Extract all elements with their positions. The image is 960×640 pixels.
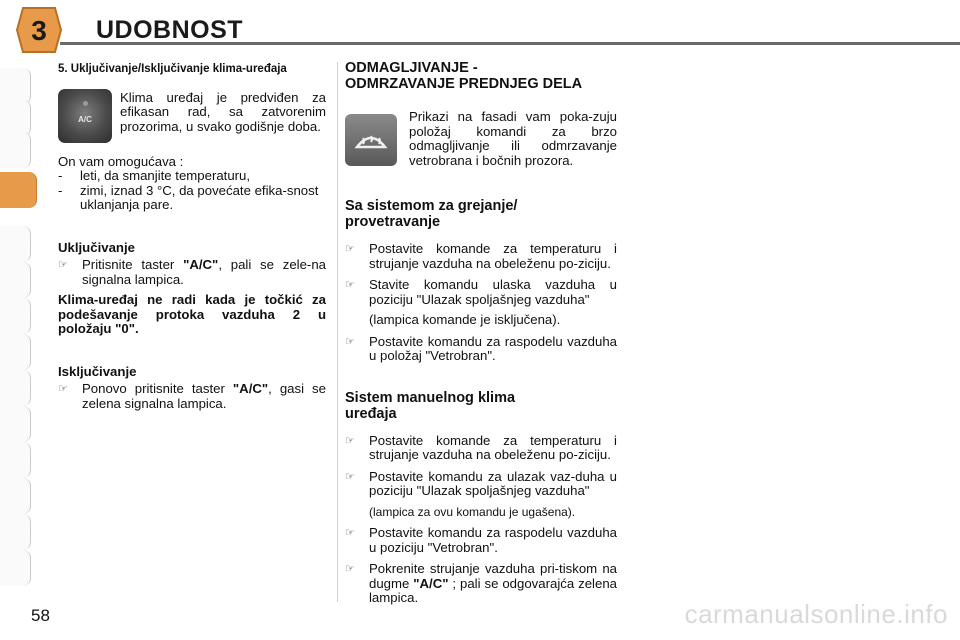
list-item-text: zimi, iznad 3 °C, da povećate efika-snost uklanjanja pare. [80,182,319,212]
chapter-tab [0,132,31,168]
manual-ac-note: (lampica za ovu komandu je ugašena). [369,504,576,519]
list-item: ☞ Postavite komande za temperaturu i strujanje vazduha na obeleženu po-ziciju. [345,241,617,271]
pointer-icon: ☞ [345,243,355,255]
ac-led-icon [83,101,88,106]
page-title: UDOBNOST [96,16,244,44]
list-item: - leti, da smanjite temperaturu, [58,168,251,183]
chapter-tab [0,262,31,298]
pointer-icon: ☞ [345,527,355,539]
pointer-icon: ☞ [58,383,68,395]
chapter-tab-active [0,172,37,208]
list-item: - zimi, iznad 3 °C, da povećate efika-snost uklanjanja pare. [58,184,326,213]
on-heading: Uključivanje [58,239,135,255]
chapter-tabs [0,0,34,640]
chapter-tab [0,226,31,262]
chapter-tab [0,442,31,478]
heating-heading: Sa sistemom za grejanje/ provetravanje [345,198,518,230]
chapter-number: 3 [31,15,47,46]
page-number: 58 [31,606,50,625]
defrost-intro: Prikazi na fasadi vam poka-zuju položaj komandi za brzo odmagljivanje ili odmrzavanje vetrobrana i bočnih prozora. [409,109,617,168]
list-item: ☞ Postavite komandu za raspodelu vazduha u poziciju "Vetrobran". [345,525,617,555]
chapter-tab [0,68,31,104]
heating-note: (lampica komande je isključena). [369,312,561,327]
pointer-icon: ☞ [345,279,355,291]
section-title-ac: 5. Uključivanje/Isključivanje klima-uređaja [58,63,287,75]
section-title-defrost: ODMAGLJIVANJE - ODMRZAVANJE PREDNJEG DELA [345,60,583,92]
ac-key-label: "A/C" [232,381,269,396]
left-column [58,62,326,411]
pointer-icon: ☞ [345,563,355,575]
off-heading: Isključivanje [58,363,137,379]
list-item: ☞ Postavite komande za temperaturu i strujanje vazduha na obeleženu po-ziciju. [345,432,617,462]
pointer-icon: ☞ [345,470,355,483]
ac-button-label: A/C [78,114,92,124]
chapter-tab [0,478,31,514]
watermark: carmanualsonline.info [684,599,948,629]
chapter-tab [0,550,31,586]
list-item: ☞ Postavite komandu za ulazak vaz-duha u poziciju "Ulazak spoljašnjeg vazduha" [345,468,617,498]
front-defrost-icon [345,114,397,166]
chapter-tab [0,370,31,406]
list-item: ☞ Stavite komandu ulaska vazduha u poziciju "Ulazak spoljašnjeg vazduha" [345,277,617,307]
pointer-icon: ☞ [345,434,355,447]
ac-key-label: "A/C" [183,257,219,272]
right-column [345,60,617,606]
list-item: ☞ Pokrenite strujanje vazduha pri-tiskom na dugme "A/C" ; pali se odgovarajća zelena lampica. [345,561,617,605]
chapter-badge [15,6,63,54]
ac-button-image [58,89,112,143]
list-item-text: leti, da smanjite temperaturu, [80,168,251,183]
ac-key-label: "A/C" [413,575,449,591]
off-instruction: ☞ Ponovo pritisnite taster "A/C", gasi se zelena signalna lampica. [58,381,326,411]
chapter-tab [0,298,31,334]
column-divider [337,62,338,602]
list-item: ☞ Postavite komandu za raspodelu vazduha u položaj "Vetrobran". [345,333,617,363]
pointer-icon: ☞ [58,259,68,271]
allows-text: On vam omogućava : [58,153,184,169]
chapter-tab [0,100,31,136]
chapter-tab [0,514,31,550]
chapter-tab [0,406,31,442]
ac-intro-text: Klima uređaj je predviđen za efikasan rad, sa zatvorenim prozorima, u svako godišnje doba. [120,89,326,134]
warning-text: Klima-uređaj ne radi kada je točkić za podešavanje protoka vazduha 2 u položaju "0". [58,292,326,336]
pointer-icon: ☞ [345,335,355,348]
manual-ac-heading: Sistem manuelnog klima uređaja [345,389,516,422]
chapter-tab [0,334,31,370]
on-instruction: ☞ Pritisnite taster "A/C", pali se zele-na signalna lampica. [58,257,326,287]
